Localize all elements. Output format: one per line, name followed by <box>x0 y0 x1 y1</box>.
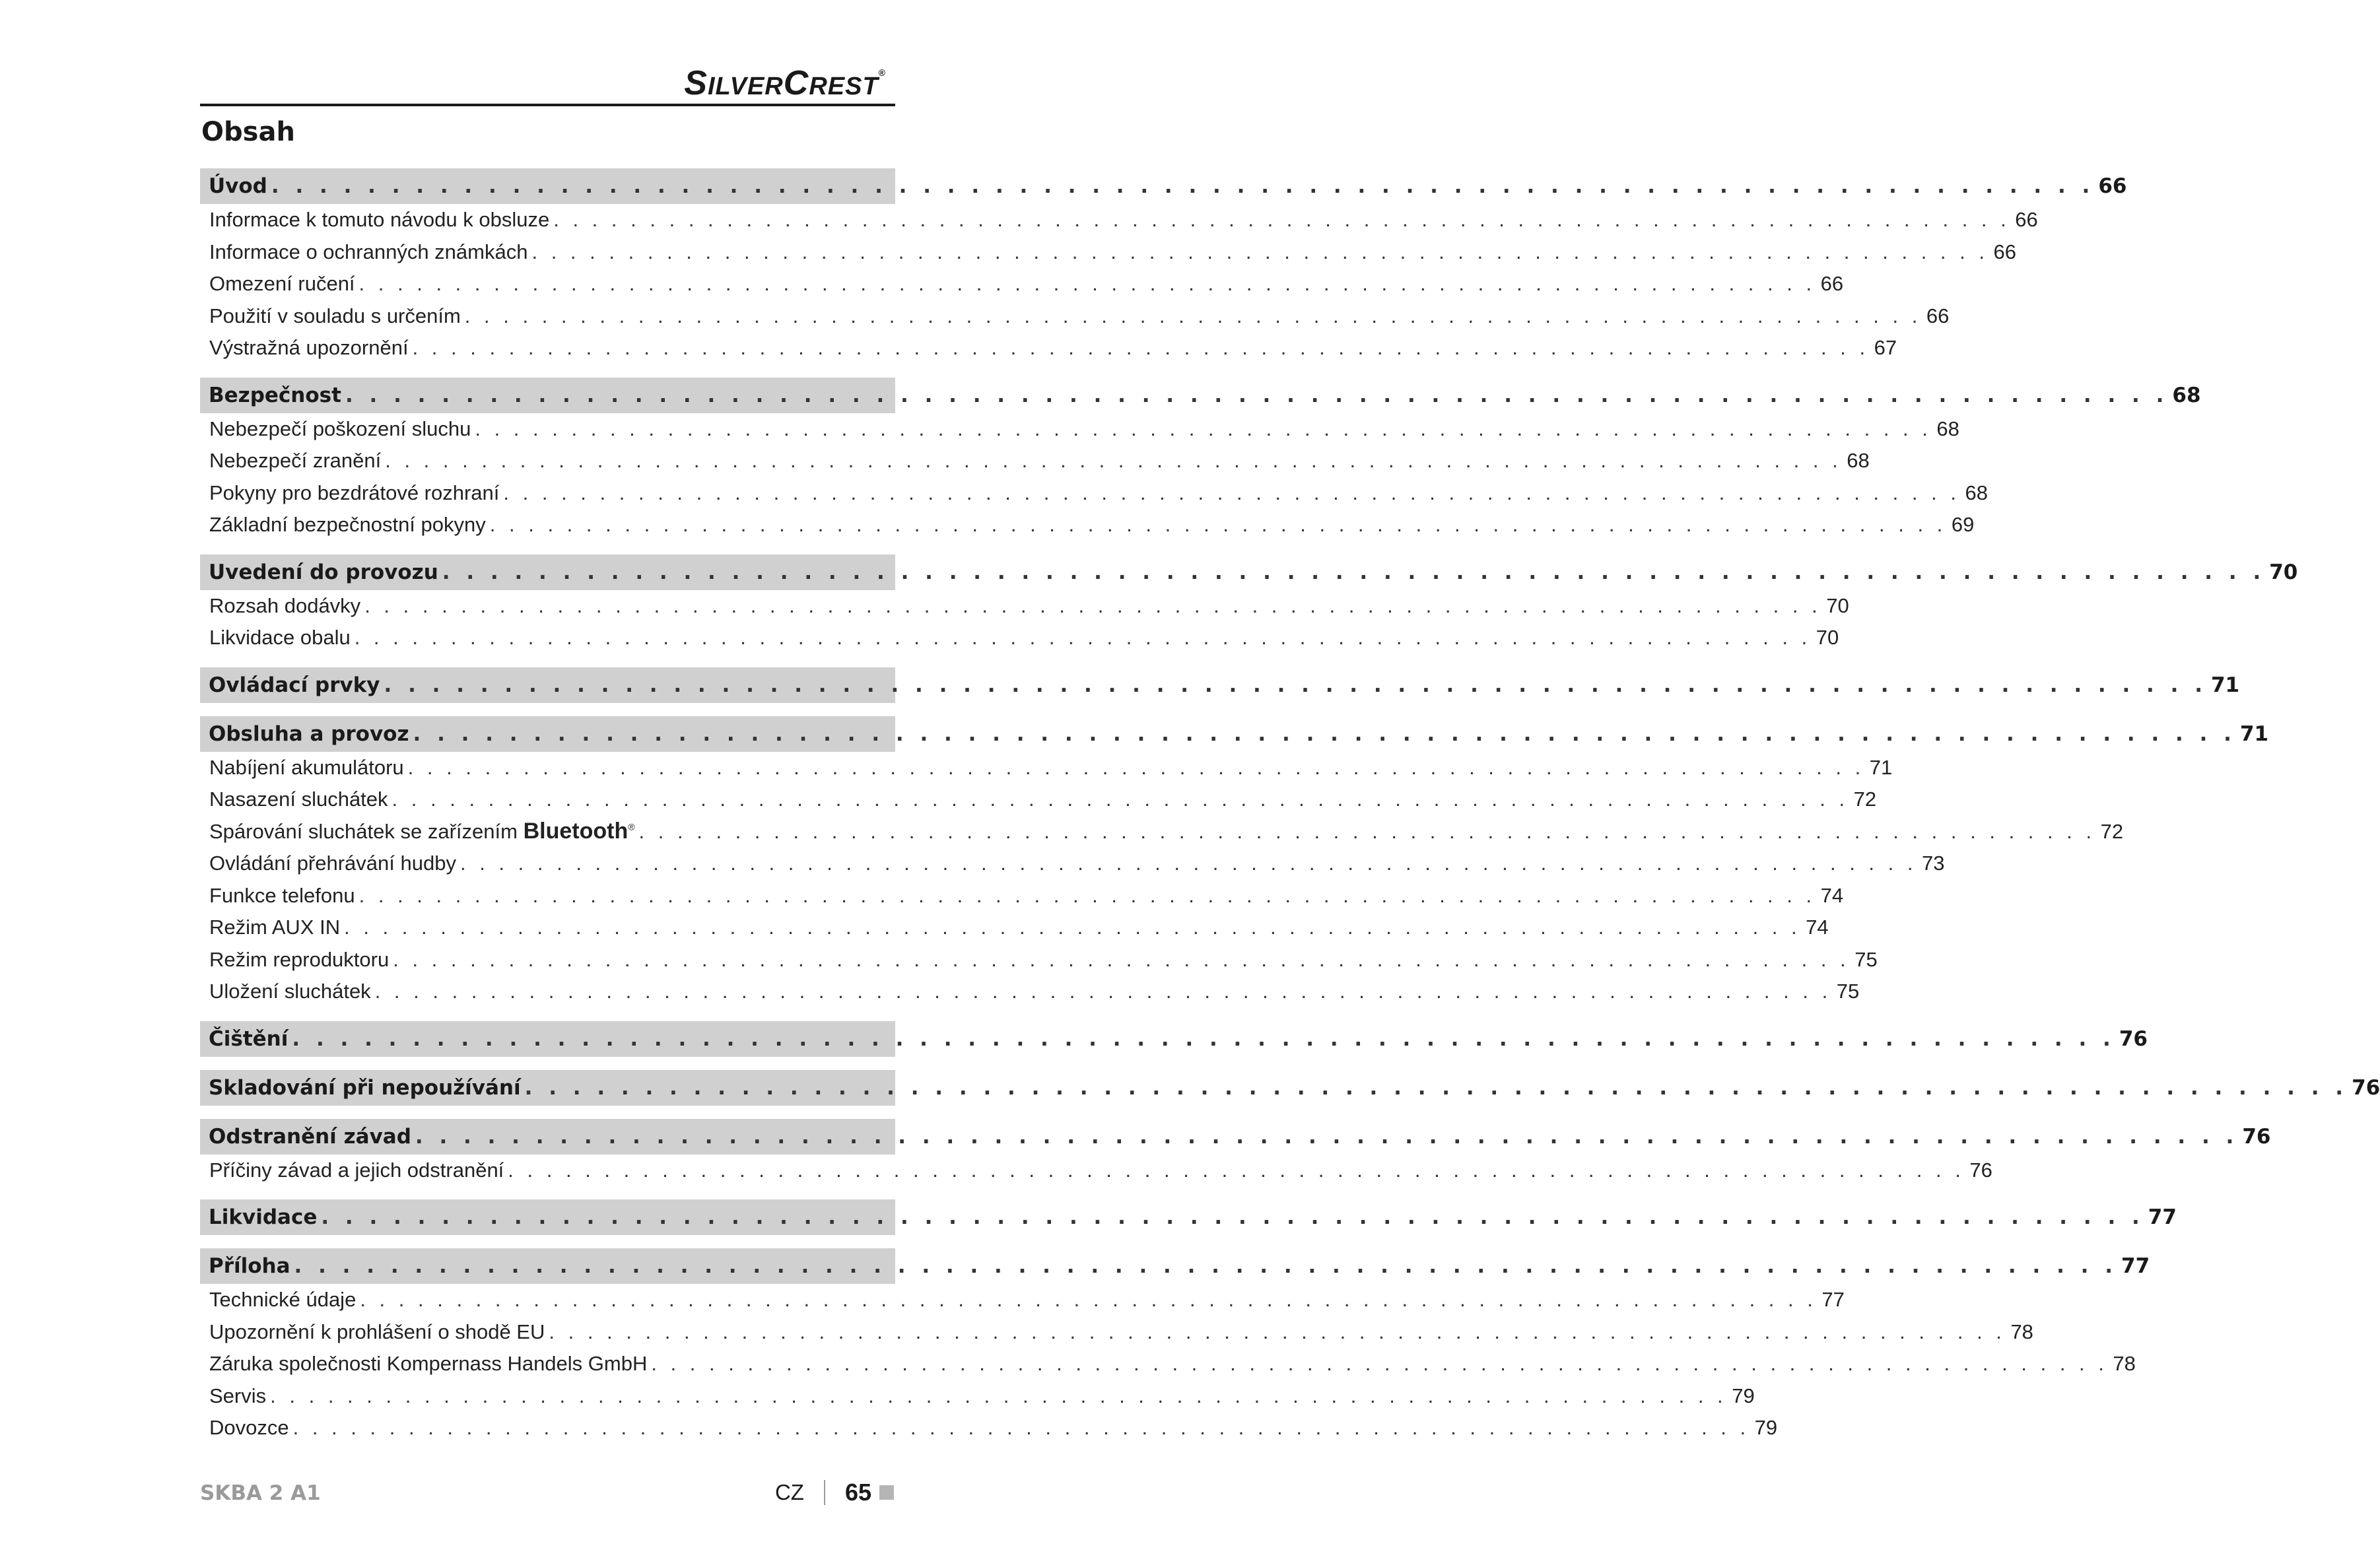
toc-chapter <box>200 554 2298 654</box>
toc-chapter-heading[interactable] <box>200 1070 2380 1106</box>
toc-leader-dots: . . . . . . . . . . . . . . . . . . . . . . . . . . . . . . . . . . . . . . . . . . . . . . . . . . . . . . . . . . . . . . . . . . . . . . . . . . . . <box>413 722 2236 746</box>
toc-entry-label: Nabíjení akumulátoru <box>209 755 404 779</box>
toc-chapter-title: Bezpečnost <box>209 383 341 407</box>
toc-leader-dots: . . . . . . . . . . . . . . . . . . . . . . . . . . . . . . . . . . . . . . . . . . . . . . . . . . . . . . . . . . . . . . . . . . . . . . . . . . . . <box>412 336 1870 360</box>
toc-leader-dots: . . . . . . . . . . . . . . . . . . . . . . . . . . . . . . . . . . . . . . . . . . . . . . . . . . . . . . . . . . . . . . . . . . . . . . . . . . . . <box>354 626 1812 650</box>
toc-entry-page: 71 <box>1869 755 1893 779</box>
toc-leader-dots: . . . . . . . . . . . . . . . . . . . . . . . . . . . . . . . . . . . . . . . . . . . . . . . . . . . . . . . . . . . . . . . . . . . . . . . . . . . . <box>294 1254 2117 1278</box>
toc-leader-dots: . . . . . . . . . . . . . . . . . . . . . . . . . . . . . . . . . . . . . . . . . . . . . . . . . . . . . . . . . . . . . . . . . . . . . . . . . . . . <box>531 240 1989 263</box>
toc-leader-dots: . . . . . . . . . . . . . . . . . . . . . . . . . . . . . . . . . . . . . . . . . . . . . . . . . . . . . . . . . . . . . . . . . . . . . . . . . . . . <box>358 272 1816 296</box>
toc-entry-page: 66 <box>1820 272 1844 296</box>
toc-entry-page: 78 <box>2010 1320 2033 1343</box>
toc-leader-dots: . . . . . . . . . . . . . . . . . . . . . . . . . . . . . . . . . . . . . . . . . . . . . . . . . . . . . . . . . . . . . . . . . . . . . . . . . . . . <box>508 1158 1965 1182</box>
toc-entry-label: Nebezpečí zranění <box>209 449 382 473</box>
toc-leader-dots: . . . . . . . . . . . . . . . . . . . . . . . . . . . . . . . . . . . . . . . . . . . . . . . . . . . . . . . . . . . . . . . . . . . . . . . . . . . . <box>489 513 1947 537</box>
table-of-contents <box>200 168 2380 1458</box>
toc-chapter-page: 76 <box>2352 1075 2380 1100</box>
toc-entry-page: 74 <box>1820 883 1844 907</box>
toc-entry[interactable] <box>200 590 1849 622</box>
toc-leader-dots: . . . . . . . . . . . . . . . . . . . . . . . . . . . . . . . . . . . . . . . . . . . . . . . . . . . . . . . . . . . . . . . . . . . . . . . . . . . . <box>358 883 1816 907</box>
page-title: Obsah <box>201 117 295 147</box>
toc-leader-dots: . . . . . . . . . . . . . . . . . . . . . . . . . . . . . . . . . . . . . . . . . . . . . . . . . . . . . . . . . . . . . . . . . . . . . . . . . . . . <box>549 1320 2006 1343</box>
toc-chapter-page: 68 <box>2172 383 2201 407</box>
toc-chapter-heading[interactable] <box>200 1021 2148 1057</box>
toc-chapter <box>200 378 2201 541</box>
footer-model: SKBA 2 A1 <box>200 1481 321 1505</box>
toc-entry-label: Omezení ručení <box>209 272 355 296</box>
toc-leader-dots: . . . . . . . . . . . . . . . . . . . . . . . . . . . . . . . . . . . . . . . . . . . . . . . . . . . . . . . . . . . . . . . . . . . . . . . . . . . . <box>553 208 2010 232</box>
toc-entry-page: 75 <box>1854 947 1878 971</box>
toc-entry[interactable] <box>200 268 1844 300</box>
toc-entry[interactable] <box>200 848 1945 880</box>
toc-entry-page: 72 <box>1853 788 1877 811</box>
toc-chapter <box>200 716 2269 1008</box>
toc-leader-dots: . . . . . . . . . . . . . . . . . . . . . . . . . . . . . . . . . . . . . . . . . . . . . . . . . . . . . . . . . . . . . . . . . . . . . . . . . . . . <box>270 1384 1727 1407</box>
toc-entry[interactable] <box>200 1316 2033 1349</box>
toc-leader-dots: . . . . . . . . . . . . . . . . . . . . . . . . . . . . . . . . . . . . . . . . . . . . . . . . . . . . . . . . . . . . . . . . . . . . . . . . . . . . <box>407 755 1865 779</box>
toc-entry-label: Režim AUX IN <box>209 916 341 939</box>
toc-leader-dots: . . . . . . . . . . . . . . . . . . . . . . . . . . . . . . . . . . . . . . . . . . . . . . . . . . . . . . . . . . . . . . . . . . . . . . . . . . . . <box>475 417 1932 440</box>
footer-separator <box>824 1480 825 1505</box>
toc-entry-label: Servis <box>209 1384 267 1407</box>
toc-leader-dots: . . . . . . . . . . . . . . . . . . . . . . . . . . . . . . . . . . . . . . . . . . . . . . . . . . . . . . . . . . . . . . . . . . . . . . . . . . . . <box>360 1288 1817 1312</box>
toc-leader-dots: . . . . . . . . . . . . . . . . . . . . . . . . . . . . . . . . . . . . . . . . . . . . . . . . . . . . . . . . . . . . . . . . . . . . . . . . . . . . <box>344 916 1801 939</box>
toc-leader-dots: . . . . . . . . . . . . . . . . . . . . . . . . . . . . . . . . . . . . . . . . . . . . . . . . . . . . . . . . . . . . . . . . . . . . . . . . . . . . <box>415 1124 2239 1149</box>
toc-entry[interactable] <box>200 477 1988 510</box>
toc-entry-page: 74 <box>1806 916 1829 939</box>
toc-entry-label: Základní bezpečnostní pokyny <box>209 513 486 537</box>
toc-chapter-heading[interactable] <box>200 1199 2177 1235</box>
toc-chapter-page: 71 <box>2239 722 2269 746</box>
toc-entry-label: Nebezpečí poškození sluchu <box>209 417 471 440</box>
toc-entry-page: 68 <box>1965 481 1988 504</box>
toc-chapter-title: Odstranění závad <box>209 1124 411 1149</box>
toc-entry[interactable] <box>200 880 1844 912</box>
toc-entry-page: 77 <box>1821 1288 1845 1312</box>
toc-leader-dots: . . . . . . . . . . . . . . . . . . . . . . . . . . . . . . . . . . . . . . . . . . . . . . . . . . . . . . . . . . . . . . . . . . . . . . . . . . . . <box>292 1416 1750 1440</box>
toc-chapter <box>200 1119 2271 1187</box>
toc-entry[interactable] <box>200 1348 2136 1380</box>
toc-entry[interactable] <box>200 784 1877 816</box>
toc-leader-dots: . . . . . . . . . . . . . . . . . . . . . . . . . . . . . . . . . . . . . . . . . . . . . . . . . . . . . . . . . . . . . . . . . . . . . . . . . . . . <box>364 593 1821 617</box>
toc-chapter <box>200 168 2127 364</box>
toc-entry[interactable] <box>200 912 1829 944</box>
toc-entry-page: 78 <box>2113 1352 2136 1376</box>
toc-entry-page: 76 <box>1969 1158 1992 1182</box>
toc-entry-label: Informace o ochranných známkách <box>209 240 528 263</box>
toc-entry[interactable] <box>200 413 1959 446</box>
toc-chapter-heading[interactable] <box>200 168 2127 204</box>
toc-leader-dots: . . . . . . . . . . . . . . . . . . . . . . . . . . . . . . . . . . . . . . . . . . . . . . . . . . . . . . . . . . . . . . . . . . . . . . . . . . . . <box>524 1075 2348 1100</box>
toc-entry[interactable] <box>200 332 1897 364</box>
toc-chapter <box>200 1248 2150 1444</box>
toc-chapter-page: 76 <box>2119 1026 2148 1051</box>
toc-entry[interactable] <box>200 976 1860 1008</box>
toc-chapter-title: Obsluha a provoz <box>209 722 409 746</box>
toc-chapter-title: Skladování při nepoužívání <box>209 1075 521 1100</box>
toc-entry[interactable] <box>200 300 1950 333</box>
toc-entry-label: Použití v souladu s určením <box>209 304 461 327</box>
toc-chapter-page: 71 <box>2210 673 2240 697</box>
toc-entry-page: 66 <box>1926 304 1950 327</box>
toc-entry-label: Uložení sluchátek <box>209 980 371 1003</box>
toc-entry-page: 70 <box>1816 626 1839 650</box>
toc-entry[interactable] <box>200 445 1870 477</box>
toc-leader-dots: . . . . . . . . . . . . . . . . . . . . . . . . . . . . . . . . . . . . . . . . . . . . . . . . . . . . . . . . . . . . . . . . . . . . . . . . . . . . <box>292 1026 2115 1051</box>
toc-entry-page: 68 <box>1936 417 1959 440</box>
toc-leader-dots: . . . . . . . . . . . . . . . . . . . . . . . . . . . . . . . . . . . . . . . . . . . . . . . . . . . . . . . . . . . . . . . . . . . . . . . . . . . . <box>459 852 1917 875</box>
footer-page-number: 65 <box>844 1479 871 1506</box>
toc-entry-label: Informace k tomuto návodu k obsluze <box>209 208 550 232</box>
toc-entry[interactable] <box>200 622 1839 654</box>
toc-entry[interactable] <box>200 1380 1755 1413</box>
toc-leader-dots: . . . . . . . . . . . . . . . . . . . . . . . . . . . . . . . . . . . . . . . . . . . . . . . . . . . . . . . . . . . . . . . . . . . . . . . . . . . . <box>503 481 1960 504</box>
toc-leader-dots: . . . . . . . . . . . . . . . . . . . . . . . . . . . . . . . . . . . . . . . . . . . . . . . . . . . . . . . . . . . . . . . . . . . . . . . . . . . . <box>271 174 2095 198</box>
toc-entry[interactable] <box>200 944 1878 976</box>
toc-leader-dots: . . . . . . . . . . . . . . . . . . . . . . . . . . . . . . . . . . . . . . . . . . . . . . . . . . . . . . . . . . . . . . . . . . . . . . . . . . . . <box>442 560 2266 584</box>
toc-entry[interactable] <box>200 509 1975 541</box>
toc-chapter-heading[interactable] <box>200 1119 2271 1155</box>
toc-leader-dots: . . . . . . . . . . . . . . . . . . . . . . . . . . . . . . . . . . . . . . . . . . . . . . . . . . . . . . . . . . . . . . . . . . . . . . . . . . . . <box>384 673 2207 697</box>
footer-square-icon <box>879 1485 894 1500</box>
toc-entry-page: 72 <box>2100 819 2124 843</box>
toc-leader-dots: . . . . . . . . . . . . . . . . . . . . . . . . . . . . . . . . . . . . . . . . . . . . . . . . . . . . . . . . . . . . . . . . . . . . . . . . . . . . <box>385 449 1842 473</box>
toc-entry-label: Spárování sluchátek se zařízením Bluetooth® <box>209 819 635 844</box>
toc-chapter-title: Úvod <box>209 174 267 198</box>
footer-page-info <box>775 1479 894 1506</box>
toc-entry-page: 68 <box>1847 449 1870 473</box>
toc-chapter-title: Uvedení do provozu <box>209 560 438 584</box>
toc-chapter <box>200 1021 2148 1057</box>
toc-chapter-page: 70 <box>2269 560 2298 584</box>
toc-chapter-title: Likvidace <box>209 1205 318 1229</box>
toc-entry-label: Ovládání přehrávání hudby <box>209 852 456 875</box>
toc-chapter-page: 77 <box>2121 1254 2150 1278</box>
toc-leader-dots: . . . . . . . . . . . . . . . . . . . . . . . . . . . . . . . . . . . . . . . . . . . . . . . . . . . . . . . . . . . . . . . . . . . . . . . . . . . . <box>321 1205 2144 1229</box>
toc-entry[interactable] <box>200 752 1893 784</box>
toc-leader-dots: . . . . . . . . . . . . . . . . . . . . . . . . . . . . . . . . . . . . . . . . . . . . . . . . . . . . . . . . . . . . . . . . . . . . . . . . . . . . <box>651 1352 2108 1376</box>
toc-entry[interactable] <box>200 1155 1992 1187</box>
toc-leader-dots: . . . . . . . . . . . . . . . . . . . . . . . . . . . . . . . . . . . . . . . . . . . . . . . . . . . . . . . . . . . . . . . . . . . . . . . . . . . . <box>393 947 1850 971</box>
toc-chapter-title: Příloha <box>209 1254 290 1278</box>
toc-leader-dots: . . . . . . . . . . . . . . . . . . . . . . . . . . . . . . . . . . . . . . . . . . . . . . . . . . . . . . . . . . . . . . . . . . . . . . . . . . . . <box>374 980 1832 1003</box>
toc-chapter-page: 77 <box>2148 1205 2177 1229</box>
toc-entry-label: Dovozce <box>209 1416 289 1440</box>
toc-entry-page: 70 <box>1826 593 1849 617</box>
toc-leader-dots: . . . . . . . . . . . . . . . . . . . . . . . . . . . . . . . . . . . . . . . . . . . . . . . . . . . . . . . . . . . . . . . . . . . . . . . . . . . . <box>345 383 2169 407</box>
toc-chapter-heading[interactable] <box>200 554 2298 590</box>
toc-entry-label: Příčiny závad a jejich odstranění <box>209 1158 504 1182</box>
toc-entry[interactable] <box>200 236 2017 269</box>
toc-entry[interactable] <box>200 1412 1778 1444</box>
header-rule <box>200 104 895 106</box>
toc-chapter <box>200 1070 2380 1106</box>
toc-entry-page: 79 <box>1754 1416 1778 1440</box>
brand-logo: SILVERCREST® <box>684 64 886 102</box>
toc-chapter-title: Ovládací prvky <box>209 673 380 697</box>
toc-entry-page: 75 <box>1836 980 1860 1003</box>
toc-entry-label: Technické údaje <box>209 1288 357 1312</box>
toc-entry[interactable] <box>200 1284 1845 1316</box>
bluetooth-wordmark: Bluetooth® <box>523 819 635 844</box>
toc-entry-label: Výstražná upozornění <box>209 336 409 360</box>
toc-leader-dots: . . . . . . . . . . . . . . . . . . . . . . . . . . . . . . . . . . . . . . . . . . . . . . . . . . . . . . . . . . . . . . . . . . . . . . . . . . . . <box>464 304 1922 327</box>
toc-chapter <box>200 667 2240 703</box>
toc-chapter-heading[interactable] <box>200 378 2201 413</box>
toc-entry-label: Likvidace obalu <box>209 626 351 650</box>
toc-entry-label: Režim reproduktoru <box>209 947 390 971</box>
toc-entry-label: Záruka společnosti Kompernass Handels GmbH <box>209 1352 648 1376</box>
toc-chapter-heading[interactable] <box>200 716 2269 752</box>
toc-leader-dots: . . . . . . . . . . . . . . . . . . . . . . . . . . . . . . . . . . . . . . . . . . . . . . . . . . . . . . . . . . . . . . . . . . . . . . . . . . . . <box>391 788 1849 811</box>
toc-chapter-title: Čištění <box>209 1026 289 1051</box>
toc-entry-page: 69 <box>1951 513 1975 537</box>
footer-language: CZ <box>774 1480 804 1504</box>
toc-entry-label: Nasazení sluchátek <box>209 788 388 811</box>
toc-entry-page: 66 <box>1993 240 2017 263</box>
toc-entry[interactable] <box>200 204 2038 236</box>
toc-entry-page: 73 <box>1922 852 1945 875</box>
toc-chapter <box>200 1199 2177 1235</box>
toc-chapter-page: 76 <box>2242 1124 2271 1149</box>
toc-entry[interactable] <box>200 816 2124 848</box>
toc-entry-page: 67 <box>1874 336 1897 360</box>
toc-entry-label: Rozsah dodávky <box>209 593 361 617</box>
toc-entry-label: Funkce telefonu <box>209 883 355 907</box>
toc-chapter-heading[interactable] <box>200 667 2240 703</box>
toc-entry-page: 66 <box>2015 208 2038 232</box>
toc-chapter-heading[interactable] <box>200 1248 2150 1284</box>
toc-chapter-page: 66 <box>2098 174 2127 198</box>
toc-entry-label: Pokyny pro bezdrátové rozhraní <box>209 481 500 504</box>
toc-leader-dots: . . . . . . . . . . . . . . . . . . . . . . . . . . . . . . . . . . . . . . . . . . . . . . . . . . . . . . . . . . . . . . . . . . . . . . . . . . . . <box>638 819 2096 843</box>
toc-entry-label: Upozornění k prohlášení o shodě EU <box>209 1320 545 1343</box>
toc-entry-page: 79 <box>1732 1384 1755 1407</box>
